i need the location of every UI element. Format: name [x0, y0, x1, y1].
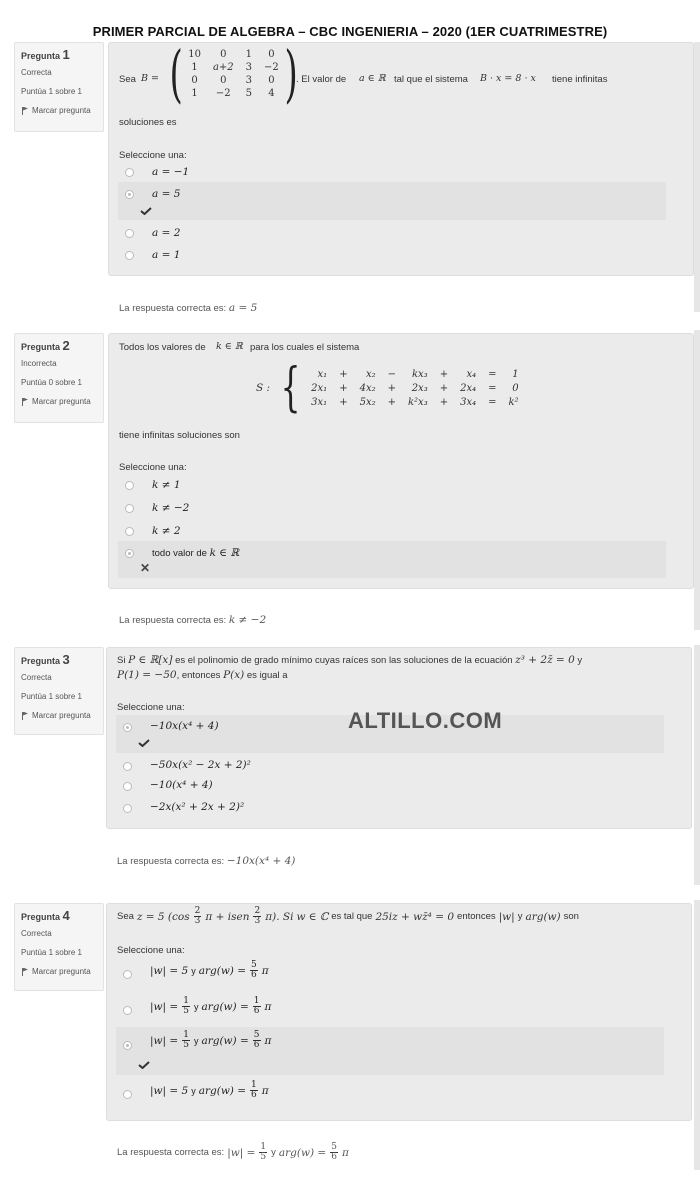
- question-text: soluciones es: [119, 117, 177, 128]
- system-term: kx₃: [411, 368, 428, 380]
- option-radio-selected[interactable]: [123, 723, 132, 732]
- option-radio[interactable]: [125, 481, 134, 490]
- cross-icon: ✕: [140, 561, 151, 575]
- option-label[interactable]: todo valor de k ∈ ℝ: [152, 547, 240, 559]
- matrix-cell: 0: [220, 49, 227, 60]
- flag-icon: [21, 107, 29, 115]
- option-radio[interactable]: [123, 970, 132, 979]
- option-radio-selected[interactable]: [123, 1041, 132, 1050]
- flag-icon: [21, 398, 29, 406]
- flag-question-button[interactable]: Marcar pregunta: [21, 106, 97, 115]
- flag-question-button[interactable]: Marcar pregunta: [21, 711, 97, 720]
- option-radio[interactable]: [123, 782, 132, 791]
- system-term: x₄: [466, 368, 477, 380]
- system-term: 0: [512, 382, 519, 394]
- check-icon: [138, 739, 150, 747]
- question-number: Pregunta 3: [21, 652, 70, 667]
- matrix-cell: 5: [245, 88, 253, 99]
- matrix-name: B =: [141, 73, 159, 84]
- matrix-cell: 1: [245, 49, 253, 60]
- option-label[interactable]: |w| = 5 y arg(w) = $\frac{5}{6}$ π: [150, 960, 269, 981]
- equation-system: S : { x₁ + x₂ − kx₃ + x₄ = 1 2x₁ + 4x₂ + 2x₃ + 2x₄ = 0 3x₁ + 5x₂ + k²x₃ + 3x₄ = k²: [256, 358, 519, 418]
- system-term: 3x₄: [460, 396, 477, 408]
- feedback: La respuesta correcta es: a = 5: [119, 302, 258, 314]
- option-label[interactable]: |w| = $\frac{1}{5}$ y arg(w) = $\frac{5}{6}$ π: [150, 1030, 272, 1051]
- question-number: Pregunta 2: [21, 338, 70, 353]
- system-term: +: [339, 368, 348, 380]
- system-term: 3x₁: [311, 396, 328, 408]
- question-info-4: [14, 903, 104, 991]
- math-inline: k ∈ ℝ: [216, 341, 243, 352]
- system-term: 2x₃: [411, 382, 428, 394]
- system-term: k²: [508, 396, 519, 408]
- option-radio[interactable]: [123, 804, 132, 813]
- matrix-cell: 4: [268, 88, 275, 99]
- option-label[interactable]: k ≠ 2: [152, 525, 181, 537]
- select-label: Seleccione una:: [117, 702, 185, 713]
- question-info-3: [14, 647, 104, 735]
- option-radio[interactable]: [125, 229, 134, 238]
- question-status: Correcta: [21, 929, 52, 938]
- feedback: La respuesta correcta es: k ≠ −2: [119, 614, 267, 626]
- question-score: Puntúa 1 sobre 1: [21, 87, 82, 96]
- system-term: +: [439, 382, 449, 394]
- system-term: =: [488, 396, 497, 408]
- scrollbar[interactable]: [694, 42, 700, 312]
- option-label[interactable]: k ≠ 1: [152, 479, 181, 491]
- flag-icon: [21, 968, 29, 976]
- selected-option-highlight: [118, 182, 666, 220]
- question-text: para los cuales el sistema: [250, 342, 360, 353]
- system-term: +: [387, 396, 396, 408]
- check-icon: [140, 207, 152, 215]
- question-number: Pregunta 4: [21, 908, 70, 923]
- feedback: La respuesta correcta es: |w| = $\frac{1}{5}$ y arg(w) = $\frac{5}{6}$ π: [117, 1142, 349, 1163]
- matrix-cell: 3: [245, 75, 253, 86]
- flag-icon: [21, 712, 29, 720]
- system-term: x₁: [317, 368, 328, 380]
- question-text: Si P ∈ ℝ[x] es el polinomio de grado mínimo cuyas raíces son las soluciones de la ecuación z³ + 2z̄ = 0 y: [117, 654, 583, 666]
- system-term: −: [387, 368, 396, 380]
- option-label[interactable]: a = 2: [152, 227, 181, 239]
- option-radio[interactable]: [123, 1006, 132, 1015]
- math-inline: a ∈ ℝ: [359, 73, 386, 84]
- option-radio[interactable]: [125, 168, 134, 177]
- system-term: =: [488, 382, 497, 394]
- matrix-cell: 0: [268, 49, 275, 60]
- system-term: +: [387, 382, 396, 394]
- system-term: +: [339, 396, 348, 408]
- option-radio[interactable]: [123, 1090, 132, 1099]
- flag-question-button[interactable]: Marcar pregunta: [21, 397, 97, 406]
- question-info-2: [14, 333, 104, 423]
- matrix-cell: −2: [264, 62, 279, 73]
- question-status: Correcta: [21, 673, 52, 682]
- matrix-cell: 0: [268, 75, 275, 86]
- option-label[interactable]: −2x(x² + 2x + 2)²: [150, 801, 245, 813]
- question-text: Sea: [119, 74, 136, 85]
- check-icon: [138, 1061, 150, 1069]
- matrix-cell: 0: [220, 75, 227, 86]
- system-term: =: [488, 368, 497, 380]
- option-radio[interactable]: [123, 762, 132, 771]
- select-label: Seleccione una:: [117, 945, 185, 956]
- scrollbar[interactable]: [694, 645, 700, 885]
- matrix-cell: 3: [245, 62, 253, 73]
- question-text: . El valor de: [296, 74, 347, 85]
- system-term: +: [439, 368, 449, 380]
- matrix-cell: 1: [191, 88, 198, 99]
- question-text: tiene infinitas: [552, 74, 608, 85]
- question-text: Sea z = 5 (cos $\frac{2}{3}$ π + isen $\frac{2}{3}$ π). Si w ∈ ℂ es tal que 25iz + wz̄⁴ = 0 entonces |w| y arg(w) son: [117, 906, 579, 927]
- option-label[interactable]: k ≠ −2: [152, 502, 190, 514]
- question-text: Todos los valores de: [119, 342, 206, 353]
- question-score: Puntúa 1 sobre 1: [21, 692, 82, 701]
- system-term: +: [339, 382, 348, 394]
- system-term: +: [439, 396, 449, 408]
- option-label[interactable]: a = 1: [152, 249, 181, 261]
- option-label[interactable]: |w| = $\frac{1}{5}$ y arg(w) = $\frac{1}{6}$ π: [150, 996, 272, 1017]
- question-text: tiene infinitas soluciones son: [119, 430, 240, 441]
- page-title: PRIMER PARCIAL DE ALGEBRA – CBC INGENIERIA – 2020 (1ER CUATRIMESTRE): [92, 24, 608, 39]
- watermark: ALTILLO.COM: [348, 708, 503, 733]
- option-label[interactable]: a = 5: [152, 188, 181, 200]
- option-radio[interactable]: [125, 251, 134, 260]
- system-term: 5x₂: [359, 396, 376, 408]
- option-label[interactable]: −10(x⁴ + 4): [150, 779, 213, 791]
- system-term: 2x₁: [311, 382, 328, 394]
- option-label[interactable]: −10x(x⁴ + 4): [150, 720, 219, 732]
- question-info-1: [14, 42, 104, 132]
- system-term: x₂: [365, 368, 376, 380]
- matrix-cell: 10: [188, 49, 201, 60]
- scrollbar[interactable]: [694, 900, 700, 1170]
- matrix-cell: a+2: [212, 62, 234, 73]
- option-label[interactable]: |w| = 5 y arg(w) = $\frac{1}{6}$ π: [150, 1080, 269, 1101]
- flag-question-button[interactable]: Marcar pregunta: [21, 967, 97, 976]
- feedback: La respuesta correcta es: −10x(x⁴ + 4): [117, 855, 296, 867]
- matrix-cell: 0: [191, 75, 198, 86]
- option-radio-selected[interactable]: [125, 190, 134, 199]
- system-term: 1: [512, 368, 519, 380]
- system-term: k²x₃: [407, 396, 428, 408]
- option-label[interactable]: a = −1: [152, 166, 190, 178]
- system-term: 4x₂: [359, 382, 376, 394]
- option-radio-selected[interactable]: [125, 549, 134, 558]
- question-score: Puntúa 1 sobre 1: [21, 948, 82, 957]
- question-status: Correcta: [21, 68, 52, 77]
- scrollbar[interactable]: [694, 330, 700, 630]
- option-label[interactable]: −50x(x² − 2x + 2)²: [150, 759, 251, 771]
- matrix-cell: 1: [191, 62, 198, 73]
- question-text: tal que el sistema: [394, 74, 468, 85]
- option-radio[interactable]: [125, 504, 134, 513]
- question-score: Puntúa 0 sobre 1: [21, 378, 82, 387]
- matrix-b: ( 10 0 1 0 1 a+2 3 −2 0 0 3 0 1 −2 5 4 ): [169, 37, 298, 110]
- math-inline: B · x = 8 · x: [480, 73, 536, 84]
- select-label: Seleccione una:: [119, 462, 187, 473]
- question-text: P(1) = −50, entonces P(x) es igual a: [117, 669, 288, 681]
- select-label: Seleccione una:: [119, 150, 187, 161]
- system-term: 2x₄: [460, 382, 477, 394]
- question-number: Pregunta 1: [21, 47, 70, 62]
- matrix-cell: −2: [215, 88, 231, 99]
- question-status: Incorrecta: [21, 359, 57, 368]
- option-radio[interactable]: [125, 527, 134, 536]
